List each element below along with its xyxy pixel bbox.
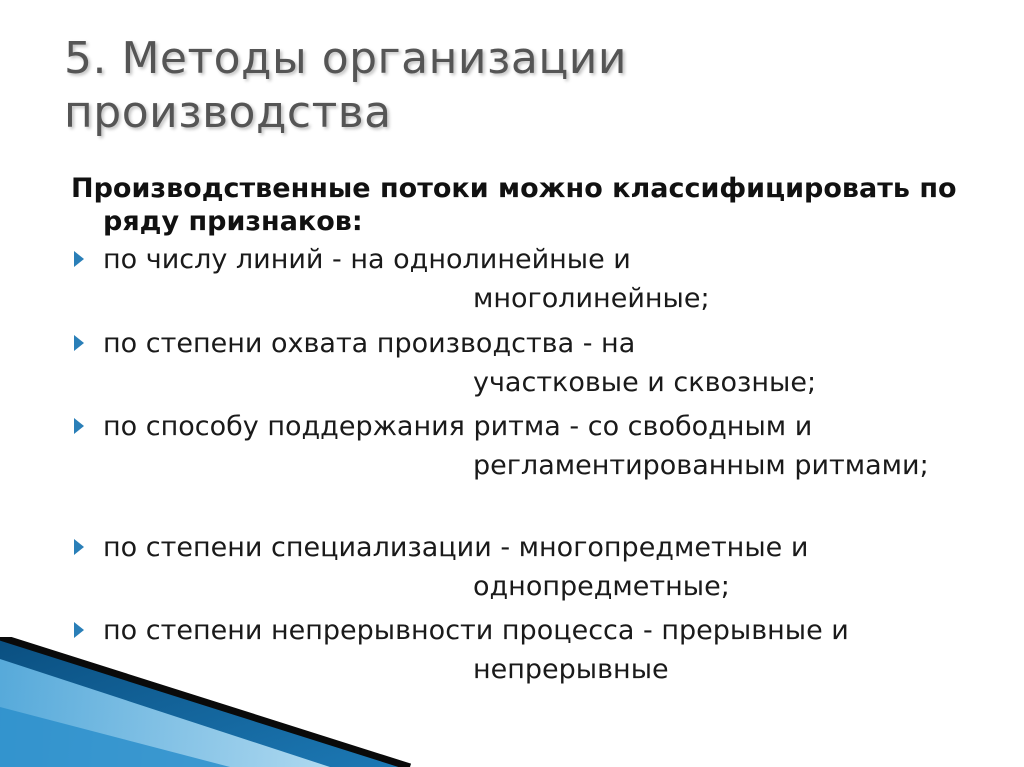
title-line: производства [64, 87, 392, 138]
list-item-continuation: непрерывные [473, 654, 669, 685]
list-item-text: по степени непрерывности процесса - прерывные и [103, 615, 849, 646]
triangle-bullet-icon [73, 417, 85, 435]
slide-title [64, 32, 627, 140]
list-item [71, 240, 1021, 318]
list-item [71, 324, 1021, 402]
list-item-text: по степени специализации - многопредметные и [103, 532, 809, 563]
decorative-wave [0, 637, 420, 767]
list-item-continuation: участковые и сквозные; [473, 367, 817, 398]
list-item-continuation: регламентированным ритмами; [473, 450, 929, 481]
list-item-continuation: многолинейные; [473, 283, 710, 314]
list-item-text: по степени охвата производства - на [103, 328, 636, 359]
list-item-text: по способу поддержания ритма - со свободным и [103, 411, 813, 442]
title-line: 5. Методы организации [64, 33, 627, 84]
intro-text [71, 172, 1011, 238]
list-item-continuation: однопредметные; [473, 571, 730, 602]
list-item-text: по числу линий - на однолинейные и [103, 244, 631, 275]
triangle-bullet-icon [73, 538, 85, 556]
intro-line: ряду признаков: [103, 206, 363, 237]
triangle-bullet-icon [73, 250, 85, 268]
intro-line: Производственные потоки можно классифицировать по [71, 173, 957, 204]
triangle-bullet-icon [73, 334, 85, 352]
list-item [71, 407, 1021, 485]
list-item [71, 528, 1021, 606]
